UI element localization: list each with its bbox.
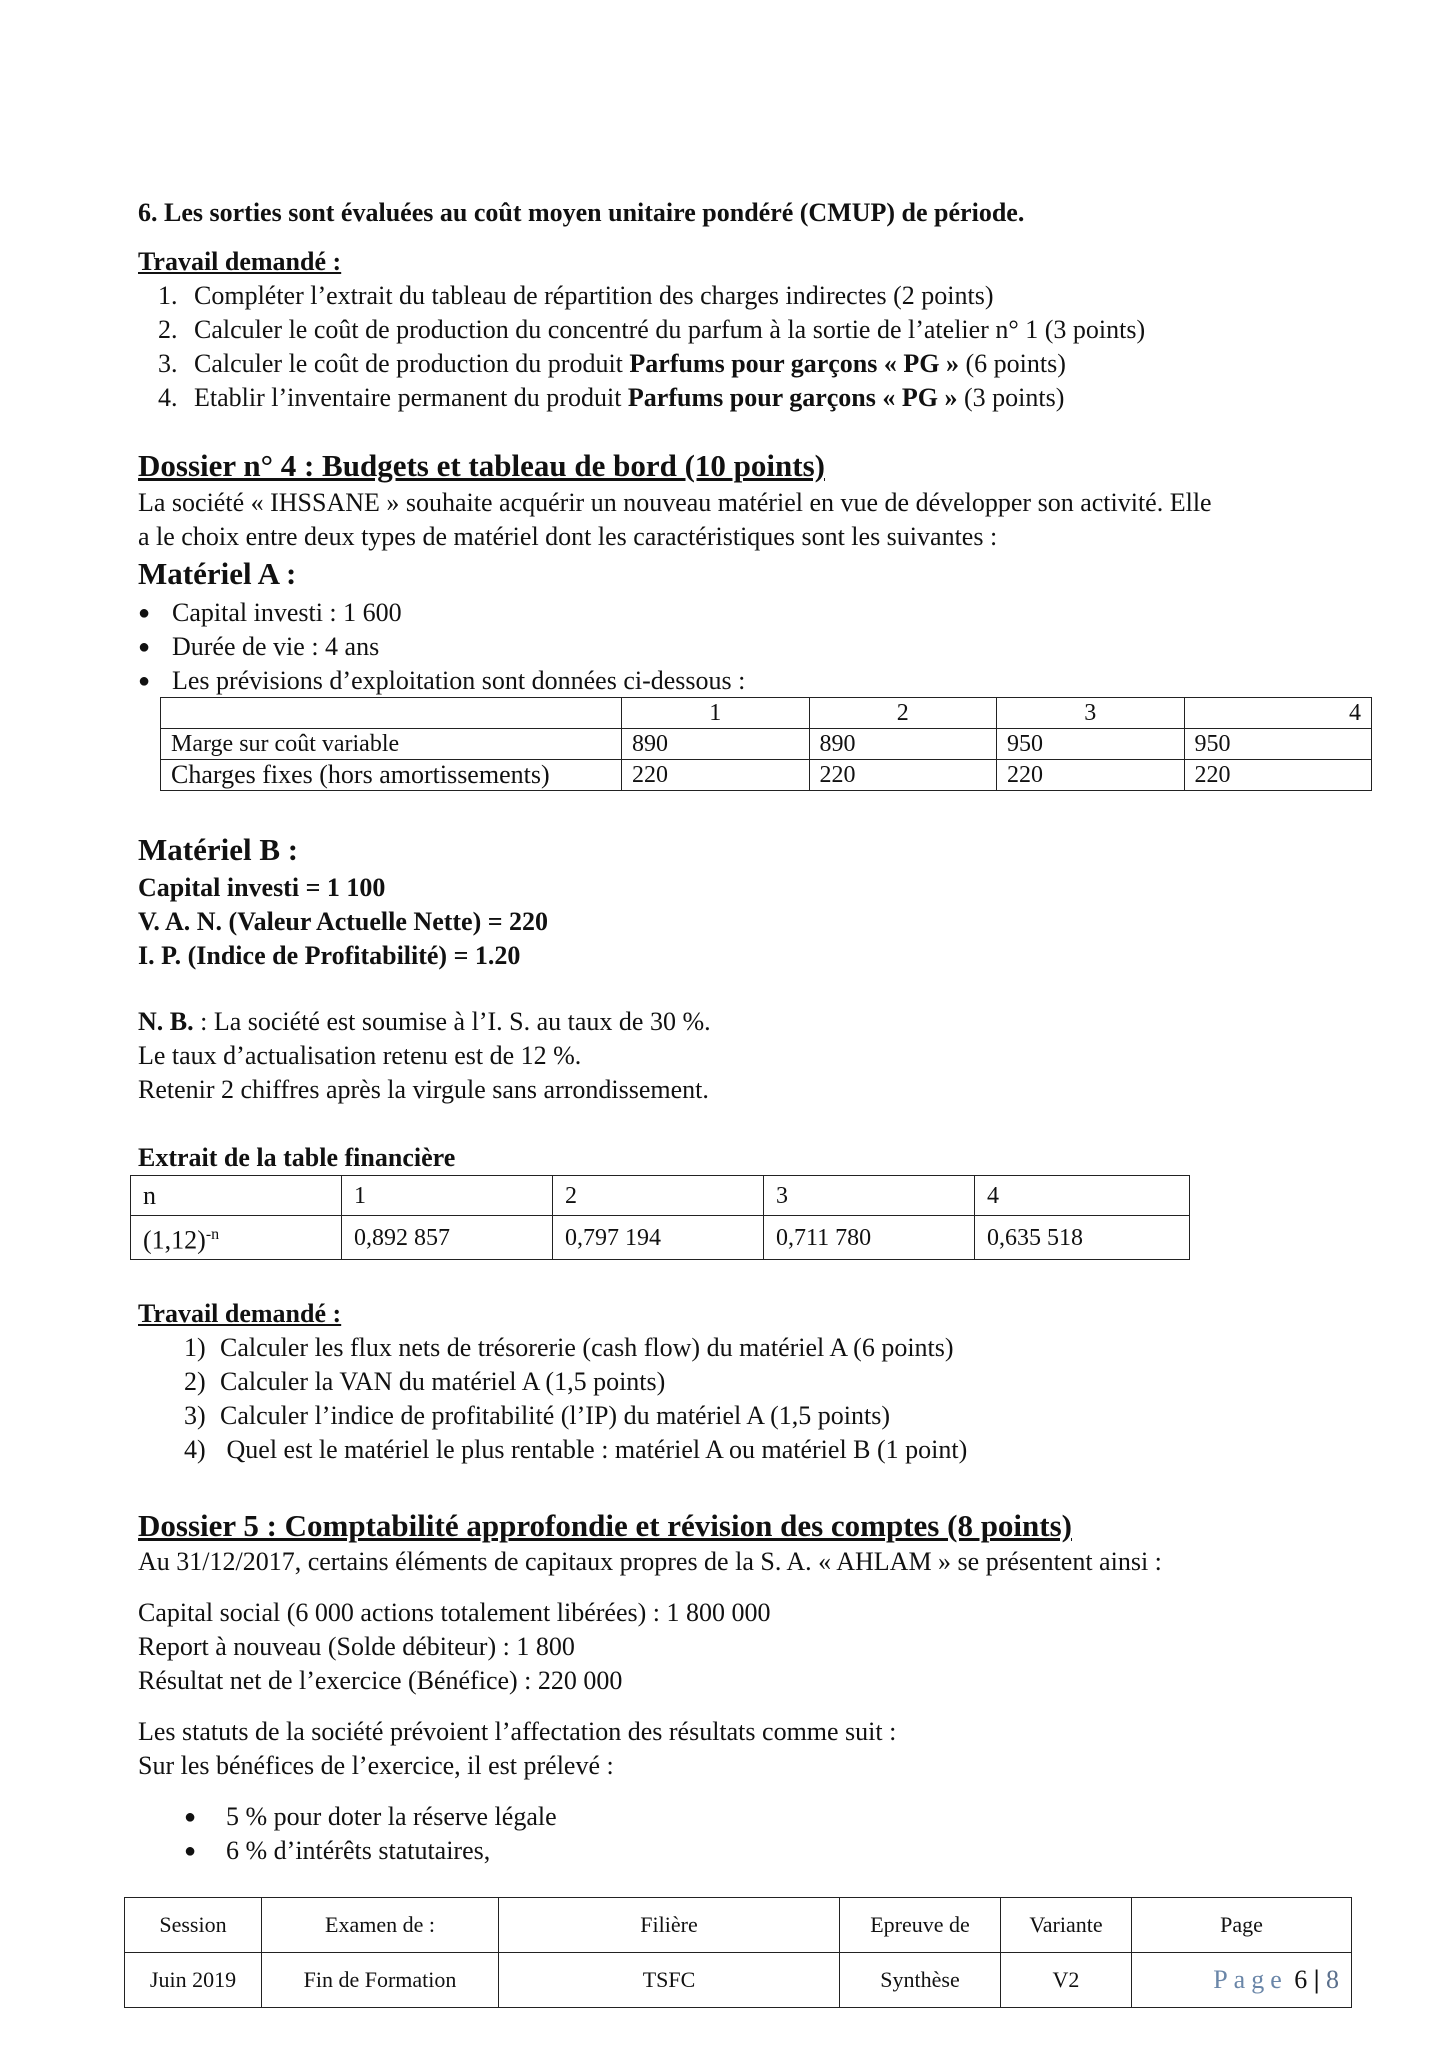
table-cell: 0,892 857 (342, 1216, 553, 1260)
table-cell: 950 (997, 729, 1185, 760)
travail1-list (158, 279, 1145, 415)
table-header-cell: 1 (622, 698, 810, 729)
table-cell: 0,797 194 (553, 1216, 764, 1260)
statuts-line1: Les statuts de la société prévoient l’affectation des résultats comme suit : (138, 1717, 897, 1746)
table-header-cell: 2 (809, 698, 997, 729)
table-row (161, 760, 1372, 791)
table-cell: 0,711 780 (764, 1216, 975, 1260)
list-item: 1) Calculer les flux nets de trésorerie (cash flow) du matériel A (6 points) (184, 1333, 954, 1362)
table-cell: 220 (997, 760, 1185, 791)
list-item: 2. Calculer le coût de production du concentré du parfum à la sortie de l’atelier n° 1 (3 points) (158, 315, 1146, 344)
table-cell: 3 (764, 1176, 975, 1216)
travail1-heading: Travail demandé : (138, 247, 342, 276)
list-item: Report à nouveau (Solde débiteur) : 1 800 (138, 1632, 575, 1661)
table-header-cell: 3 (997, 698, 1185, 729)
table-cell: 0,635 518 (975, 1216, 1190, 1260)
table-row (125, 1898, 1352, 1953)
nb-line3: Retenir 2 chiffres après la virgule sans arrondissement. (138, 1075, 709, 1104)
list-item: ● Capital investi : 1 600 (138, 596, 745, 630)
table-cell: 4 (975, 1176, 1190, 1216)
footer-table (124, 1897, 1352, 2008)
bullet-icon: ● (184, 1806, 197, 1828)
row-label: Marge sur coût variable (161, 729, 622, 760)
travail2-heading: Travail demandé : (138, 1299, 342, 1328)
row-label: Charges fixes (hors amortissements) (161, 760, 622, 791)
materiel-b-line: I. P. (Indice de Profitabilité) = 1.20 (138, 941, 521, 970)
materiel-b-line: Capital investi = 1 100 (138, 873, 386, 902)
footer-header-cell: Filière (499, 1898, 840, 1953)
dossier5-intro: Au 31/12/2017, certains éléments de capitaux propres de la S. A. « AHLAM » se présentent ainsi : (138, 1547, 1162, 1576)
list-item: ● 5 % pour doter la réserve légale (184, 1800, 557, 1834)
list-item: ● Les prévisions d’exploitation sont données ci-dessous : (138, 664, 745, 698)
table-cell (161, 698, 622, 729)
materiel-a-table (160, 697, 1372, 791)
intro-note: 6. Les sorties sont évaluées au coût moyen unitaire pondéré (CMUP) de période. (138, 198, 1025, 227)
statuts-line2: Sur les bénéfices de l’exercice, il est prélevé : (138, 1751, 614, 1780)
footer-cell: Fin de Formation (262, 1953, 499, 2008)
table-row (125, 1953, 1352, 2008)
list-item: ● 6 % d’intérêts statutaires, (184, 1834, 557, 1868)
footer-header-cell: Epreuve de (840, 1898, 1001, 1953)
table-cell: 950 (1184, 729, 1372, 760)
dossier5-items (138, 1596, 771, 1698)
list-item: 3. Calculer le coût de production du produit Parfums pour garçons « PG » (6 points) (158, 349, 1066, 378)
dossier4-intro-line2: a le choix entre deux types de matériel dont les caractéristiques sont les suivantes : (138, 522, 998, 551)
table-row (131, 1176, 1190, 1216)
footer-header-cell: Variante (1001, 1898, 1132, 1953)
materiel-b-line: V. A. N. (Valeur Actuelle Nette) = 220 (138, 907, 549, 936)
page-number: Page 6 | 8 (1132, 1953, 1352, 2008)
financial-table (130, 1175, 1190, 1260)
table-cell: 1 (342, 1176, 553, 1216)
list-item: 4) Quel est le matériel le plus rentable : matériel A ou matériel B (1 point) (184, 1435, 968, 1464)
footer-header-cell: Session (125, 1898, 262, 1953)
dossier5-title: Dossier 5 : Comptabilité approfondie et révision des comptes (8 points) (138, 1508, 1072, 1543)
table-header-cell: 4 (1184, 698, 1372, 729)
list-item: 2) Calculer la VAN du matériel A (1,5 points) (184, 1367, 666, 1396)
table-cell: 220 (622, 760, 810, 791)
materiel-b-title: Matériel B : (138, 832, 299, 867)
nb-line2: Le taux d’actualisation retenu est de 12 %. (138, 1041, 582, 1070)
travail2-list (184, 1331, 967, 1467)
footer-cell: TSFC (499, 1953, 840, 2008)
row-label: $(1,12)^{-n}$ (131, 1216, 342, 1260)
table-row (161, 698, 1372, 729)
bullet-icon: ● (184, 1840, 197, 1862)
footer-cell: Juin 2019 (125, 1953, 262, 2008)
bullet-icon: ● (138, 636, 151, 658)
bullet-icon: ● (138, 602, 151, 624)
dossier5-bullets (184, 1800, 557, 1868)
footer-cell: Synthèse (840, 1953, 1001, 2008)
footer-header-cell: Examen de : (262, 1898, 499, 1953)
table-cell: 220 (1184, 760, 1372, 791)
materiel-a-title: Matériel A : (138, 556, 297, 591)
materiel-a-bullets (138, 596, 745, 698)
financial-table-title: Extrait de la table financière (138, 1143, 456, 1172)
footer-cell: V2 (1001, 1953, 1132, 2008)
list-item: Capital social (6 000 actions totalement libérées) : 1 800 000 (138, 1598, 771, 1627)
table-cell: 220 (809, 760, 997, 791)
list-item: 3) Calculer l’indice de profitabilité (l’IP) du matériel A (1,5 points) (184, 1401, 891, 1430)
bullet-icon: ● (138, 670, 151, 692)
list-item: ● Durée de vie : 4 ans (138, 630, 745, 664)
list-item: Résultat net de l’exercice (Bénéfice) : 220 000 (138, 1666, 623, 1695)
nb-line1: N. B. : La société est soumise à l’I. S. au taux de 30 %. (138, 1007, 711, 1036)
table-row (131, 1216, 1190, 1260)
list-item: 1. Compléter l’extrait du tableau de répartition des charges indirectes (2 points) (158, 281, 994, 310)
list-item: 4. Etablir l’inventaire permanent du produit Parfums pour garçons « PG » (3 points) (158, 383, 1065, 412)
table-cell: 890 (622, 729, 810, 760)
footer-header-cell: Page (1132, 1898, 1352, 1953)
table-row (161, 729, 1372, 760)
dossier4-title: Dossier n° 4 : Budgets et tableau de bord (10 points) (138, 448, 825, 483)
dossier4-intro-line1: La société « IHSSANE » souhaite acquérir un nouveau matériel en vue de développer son activité. Elle (138, 488, 1212, 517)
row-label: n (131, 1176, 342, 1216)
table-cell: 2 (553, 1176, 764, 1216)
table-cell: 890 (809, 729, 997, 760)
